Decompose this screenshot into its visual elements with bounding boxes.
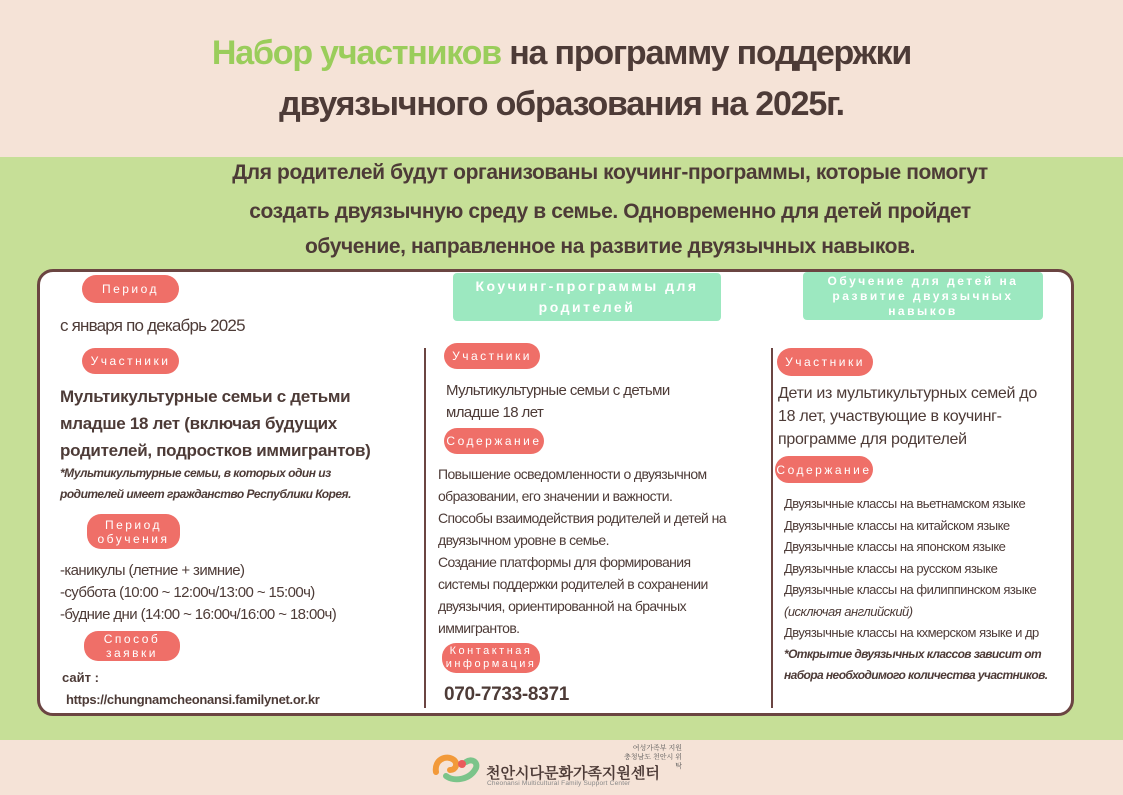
- training-period-label: обучения: [97, 531, 170, 546]
- site-url-link[interactable]: https://chungnamcheonansi.familynet.or.kr: [66, 692, 320, 707]
- class-item: Двуязычные классы на кхмерском языке и др: [784, 625, 1039, 640]
- center-logo-icon: [432, 750, 482, 784]
- site-label: сайт :: [62, 670, 99, 685]
- col1-participants-line: младше 18 лет (включая будущих: [60, 414, 337, 433]
- col3-participants-line: Дети из мультикультурных семей до: [778, 385, 1037, 402]
- application-method-label: заявки: [105, 646, 158, 660]
- parent-coaching-header: [453, 273, 721, 321]
- children-training-header-line: навыков: [888, 303, 958, 318]
- training-period-badge: [87, 514, 180, 549]
- parent-coaching-header-line: родителей: [538, 299, 636, 315]
- schedule-line: -будние дни (14:00 ~ 16:00ч/16:00 ~ 18:00ч): [60, 606, 337, 623]
- col2-participants-badge: Участники: [444, 343, 540, 369]
- children-training-header: [803, 272, 1043, 320]
- application-method-badge: [84, 631, 180, 661]
- center-name-korean: 천안시다문화가족지원센터: [486, 765, 660, 782]
- application-method-label: Способ: [103, 632, 161, 646]
- parent-coaching-header-line: Коучинг-программы для: [475, 278, 699, 294]
- training-period-label: Период: [104, 517, 163, 532]
- class-item: Двуязычные классы на японском языке: [784, 539, 1006, 554]
- col1-participants-badge: Участники: [82, 348, 179, 374]
- col3-participants-line: программе для родителей: [778, 431, 967, 448]
- center-name-english: Cheonansi Multicultural Family Support Center: [487, 780, 631, 787]
- col1-note-line: *Мультикультурные семьи, в которых один из: [60, 466, 331, 480]
- intro-line-1: Для родителей будут организованы коучинг-программы, которые помогут: [232, 161, 988, 184]
- contact-phone[interactable]: 070-7733-8371: [444, 684, 569, 705]
- col2-content-line: двуязычия, ориентированной на брачных: [438, 598, 686, 614]
- class-item: Двуязычные классы на филиппинском языке: [784, 582, 1037, 597]
- col2-content-line: Повышение осведомленности о двуязычном: [438, 466, 707, 482]
- col2-content-line: Создание платформы для формирования: [438, 554, 691, 570]
- col2-content-line: Способы взаимодействия родителей и детей на: [438, 510, 726, 526]
- col3-content-badge: Содержание: [775, 456, 873, 483]
- contact-info-label: Контактная: [449, 645, 533, 657]
- page-title-line-1: [0, 34, 1123, 73]
- intro-line-3: обучение, направленное на развитие двуязычных навыков.: [304, 235, 916, 258]
- contact-info-badge: [442, 643, 540, 673]
- schedule-line: -каникулы (летние + зимние): [60, 562, 245, 579]
- col1-note-line: родителей имеет гражданство Республики Корея.: [60, 487, 351, 501]
- column-divider-1: [424, 348, 426, 708]
- contact-info-label: информация: [445, 658, 537, 670]
- col3-note-line: *Открытие двуязычных классов зависит от: [784, 647, 1042, 661]
- children-training-header-line: Обучение для детей на: [827, 273, 1019, 288]
- title-highlight: Набор участников: [211, 34, 501, 72]
- col3-note-line: набора необходимого количества участников.: [784, 668, 1048, 682]
- schedule-line: -суббота (10:00 ~ 12:00ч/13:00 ~ 15:00ч): [60, 584, 315, 601]
- col3-participants-badge: Участники: [777, 348, 873, 376]
- footer-sponsor: 여성가족부 지원: [632, 745, 682, 752]
- col2-content-line: иммигрантов.: [438, 620, 520, 636]
- col1-participants-line: родителей, подростков иммигрантов): [60, 441, 371, 460]
- intro-line-2: создать двуязычную среду в семье. Одновременно для детей пройдет: [249, 200, 971, 223]
- col2-content-badge: Содержание: [444, 428, 544, 454]
- footer-sponsor: 충청남도 천안시 위탁: [624, 754, 682, 770]
- class-exclusion-note: (исключая английский): [784, 603, 913, 619]
- col2-content-line: образовании, его значении и важности.: [438, 488, 673, 504]
- page-title-line-2: двуязычного образования на 2025г.: [279, 85, 844, 123]
- title-rest: на программу поддержки: [509, 34, 912, 72]
- col1-participants-line: Мультикультурные семьи с детьми: [60, 387, 351, 406]
- children-training-header-line: развитие двуязычных: [832, 288, 1014, 303]
- column-divider-2: [771, 348, 773, 708]
- col3-participants-line: 18 лет, участвующие в коучинг-: [778, 408, 1002, 425]
- class-item: Двуязычные классы на вьетнамском языке: [784, 496, 1026, 511]
- col2-participants-line: Мультикультурные семьи с детьми: [446, 382, 670, 399]
- period-value: с января по декабрь 2025: [60, 316, 245, 335]
- col2-participants-line: младше 18 лет: [446, 404, 544, 421]
- class-item: Двуязычные классы на русском языке: [784, 560, 998, 576]
- class-item: Двуязычные классы на китайском языке: [784, 517, 1010, 533]
- header-band: [0, 0, 1123, 157]
- period-badge: Период: [82, 275, 179, 303]
- col2-content-line: системы поддержки родителей в сохранении: [438, 576, 708, 592]
- col2-content-line: двуязычном уровне в семье.: [438, 532, 609, 548]
